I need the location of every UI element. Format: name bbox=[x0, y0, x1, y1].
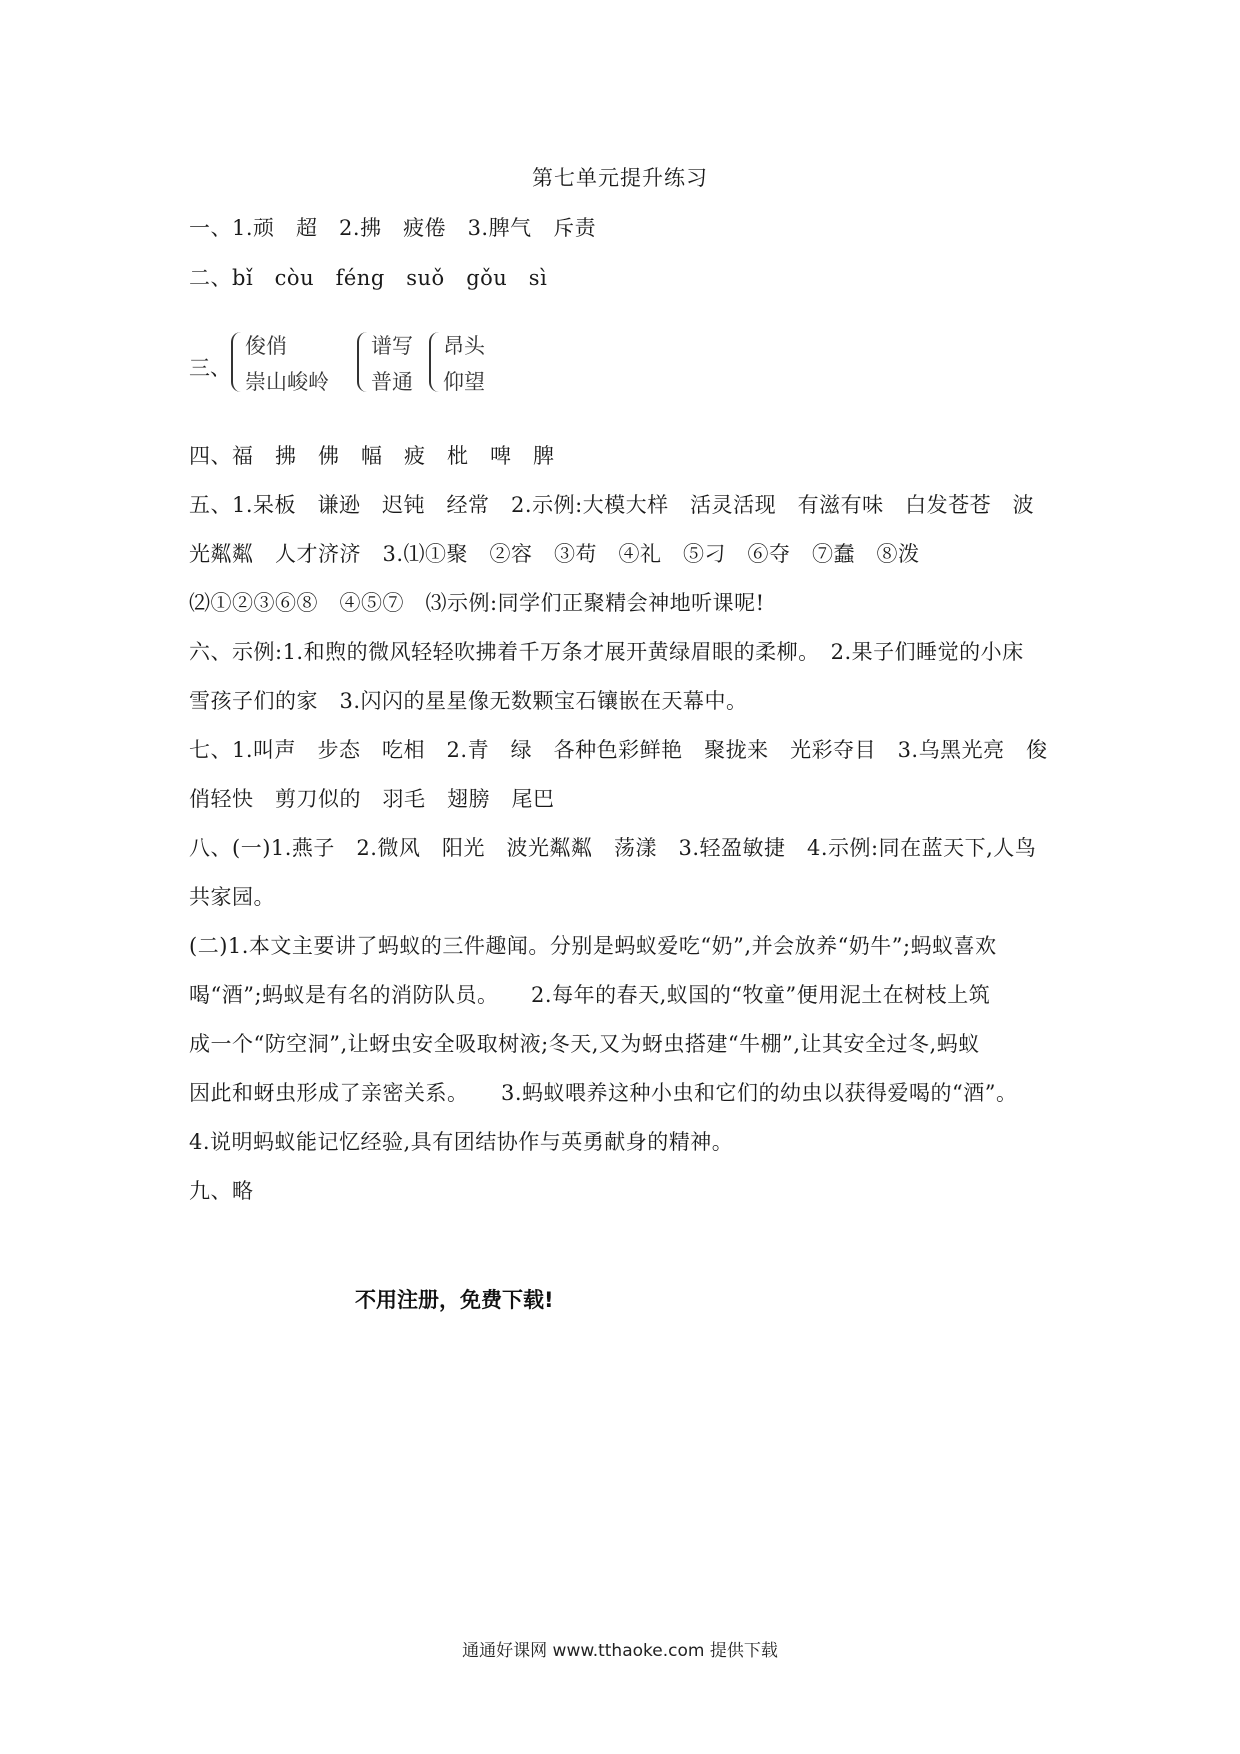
section-three-label: 三、 bbox=[189, 356, 231, 380]
answer-line-8a: 八、(一)1.燕子 2.微风 阳光 波光粼粼 荡漾 3.轻盈敏捷 4.示例:同在蓝天下,人鸟 bbox=[189, 836, 1037, 860]
answer-line-5b: 光粼粼 人才济济 3.⑴①聚 ②容 ③苟 ④礼 ⑤刁 ⑥夺 ⑦蠢 ⑧泼 bbox=[189, 542, 920, 566]
word-group-2-top: 谱写 bbox=[371, 334, 413, 358]
word-group-3-bottom: 仰望 bbox=[443, 370, 485, 394]
page-footer: 通通好课网 www.tthaoke.com 提供下载 bbox=[462, 1641, 778, 1661]
answer-line-2: 二、bǐ còu féng suǒ gǒu sì bbox=[189, 266, 548, 290]
brace-icon bbox=[429, 332, 441, 392]
promo-text: 不用注册，免费下载! bbox=[355, 1288, 554, 1312]
document-title: 第七单元提升练习 bbox=[532, 166, 708, 190]
word-group-1-top: 俊俏 bbox=[245, 334, 287, 358]
answer-line-8c: (二)1.本文主要讲了蚂蚁的三件趣闻。分别是蚂蚁爱吃“奶”,并会放养“奶牛”;蚂蚁喜欢 bbox=[189, 934, 997, 958]
answer-line-8f: 因此和蚜虫形成了亲密关系。 3.蚂蚁喂养这种小虫和它们的幼虫以获得爱喝的“酒”。 bbox=[189, 1081, 1018, 1105]
answer-line-7b: 俏轻快 剪刀似的 羽毛 翅膀 尾巴 bbox=[189, 787, 555, 811]
answer-line-5c: ⑵①②③⑥⑧ ④⑤⑦ ⑶示例:同学们正聚精会神地听课呢! bbox=[189, 591, 765, 615]
word-group-2-bottom: 普通 bbox=[371, 370, 413, 394]
word-group-3-top: 昂头 bbox=[443, 334, 485, 358]
answer-line-1: 一、1.顽 超 2.拂 疲倦 3.脾气 斥责 bbox=[189, 216, 597, 240]
answer-line-8g: 4.说明蚂蚁能记忆经验,具有团结协作与英勇献身的精神。 bbox=[189, 1130, 734, 1154]
answer-line-4: 四、福 拂 佛 幅 疲 枇 啤 脾 bbox=[189, 444, 555, 468]
answer-line-6a: 六、示例:1.和煦的微风轻轻吹拂着千万条才展开黄绿眉眼的柔柳。 2.果子们睡觉的小床 bbox=[189, 640, 1024, 664]
answer-line-6b: 雪孩子们的家 3.闪闪的星星像无数颗宝石镶嵌在天幕中。 bbox=[189, 689, 748, 713]
brace-icon bbox=[231, 332, 243, 392]
answer-line-9: 九、略 bbox=[189, 1179, 254, 1203]
answer-line-8b: 共家园。 bbox=[189, 885, 275, 909]
answer-line-8d: 喝“酒”;蚂蚁是有名的消防队员。 2.每年的春天,蚁国的“牧童”便用泥土在树枝上筑 bbox=[189, 983, 991, 1007]
answer-line-7a: 七、1.叫声 步态 吃相 2.青 绿 各种色彩鲜艳 聚拢来 光彩夺目 3.乌黑光亮 俊 bbox=[189, 738, 1048, 762]
answer-line-5a: 五、1.呆板 谦逊 迟钝 经常 2.示例:大模大样 活灵活现 有滋有味 白发苍苍 波 bbox=[189, 493, 1035, 517]
answer-line-8e: 成一个“防空洞”,让蚜虫安全吸取树液;冬天,又为蚜虫搭建“牛棚”,让其安全过冬,蚂蚁 bbox=[189, 1032, 980, 1056]
brace-icon bbox=[357, 332, 369, 392]
word-group-1-bottom: 崇山峻岭 bbox=[245, 370, 329, 394]
